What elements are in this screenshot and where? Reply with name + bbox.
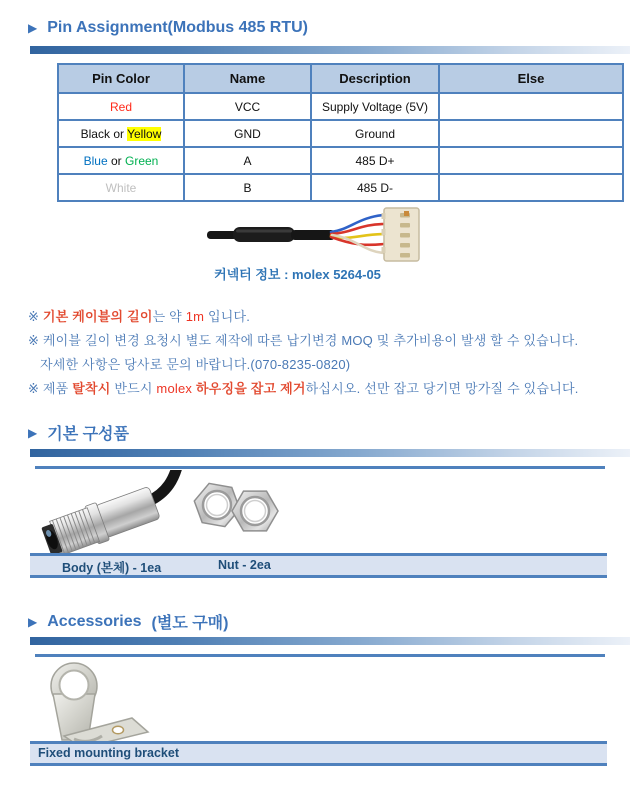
nuts-graphic bbox=[192, 476, 284, 540]
nuts-image bbox=[192, 476, 284, 545]
bracket-label: Fixed mounting bracket bbox=[38, 746, 179, 760]
hex-nut bbox=[232, 491, 278, 531]
description-cell: Supply Voltage (5V) bbox=[311, 93, 439, 120]
nut-label: Nut - 2ea bbox=[218, 558, 271, 572]
section-arrow-icon: ▶ bbox=[28, 21, 38, 35]
table-header-description: Description bbox=[311, 64, 439, 93]
description-cell: Ground bbox=[311, 120, 439, 147]
hex-nut bbox=[194, 483, 239, 526]
pin-assignment-table bbox=[57, 63, 624, 202]
table-header-pin-color: Pin Color bbox=[58, 64, 184, 93]
pin-color-cell: White bbox=[58, 174, 184, 201]
note-cable-change: ※ 케이블 길이 변경 요청시 별도 제작에 따른 납기변경 MOQ 및 추가비용이 발생 할 수 있습니다. bbox=[28, 333, 579, 348]
table-header-name: Name bbox=[184, 64, 311, 93]
table-row bbox=[58, 93, 623, 120]
section-title-pin-assignment: Pin Assignment(Modbus 485 RTU) bbox=[47, 19, 308, 36]
section-title-accessories-suffix: (별도 구매) bbox=[151, 615, 229, 632]
name-cell: VCC bbox=[184, 93, 311, 120]
mounting-bracket-graphic bbox=[38, 660, 158, 750]
content-box-top-line bbox=[35, 466, 605, 469]
table-row bbox=[58, 120, 623, 147]
note-contact: 자세한 사항은 당사로 문의 바랍니다.(070-8235-0820) bbox=[40, 357, 351, 372]
content-box-top-line bbox=[35, 654, 605, 657]
table-row bbox=[58, 147, 623, 174]
section-title-basic-components: 기본 구성품 bbox=[47, 426, 129, 443]
pin-color-cell: Black or Yellow bbox=[58, 120, 184, 147]
section-title-accessories: Accessories bbox=[47, 612, 142, 630]
section-header-basic-components bbox=[28, 421, 129, 444]
black-cable bbox=[207, 227, 335, 242]
else-cell bbox=[439, 174, 623, 201]
section-arrow-icon: ▶ bbox=[28, 425, 38, 440]
section-header-accessories bbox=[28, 610, 228, 633]
molex-connector-body bbox=[382, 208, 420, 261]
section-divider-bar bbox=[30, 46, 630, 54]
connector-wires bbox=[331, 215, 384, 253]
body-label: Body (본체) - 1ea bbox=[62, 561, 162, 575]
components-label-bar bbox=[30, 553, 607, 578]
cable-connector-graphic bbox=[203, 203, 438, 267]
table-header-else: Else bbox=[439, 64, 623, 93]
table-row bbox=[58, 174, 623, 201]
pin-color-cell: Blue or Green bbox=[58, 147, 184, 174]
name-cell: B bbox=[184, 174, 311, 201]
pin-color-cell: Red bbox=[58, 93, 184, 120]
note-cable-length: ※ 기본 케이블의 길이는 약 1m 입니다. bbox=[28, 309, 251, 324]
cable-connector-image bbox=[203, 203, 438, 272]
else-cell bbox=[439, 120, 623, 147]
connector-caption: 커넥터 정보 : molex 5264-05 bbox=[214, 267, 381, 282]
description-cell: 485 D+ bbox=[311, 147, 439, 174]
note-removal-warning: ※ 제품 탈착시 반드시 molex 하우징을 잡고 제거하십시오. 선만 잡고 당기면 망가질 수 있습니다. bbox=[28, 381, 579, 396]
sensor-body-graphic bbox=[40, 470, 200, 562]
name-cell: GND bbox=[184, 120, 311, 147]
section-divider-bar bbox=[30, 637, 630, 645]
accessories-label-bar bbox=[30, 741, 607, 766]
section-arrow-icon: ▶ bbox=[28, 614, 38, 629]
else-cell bbox=[439, 147, 623, 174]
description-cell: 485 D- bbox=[311, 174, 439, 201]
else-cell bbox=[439, 93, 623, 120]
section-divider-bar bbox=[30, 449, 630, 457]
table-header-row bbox=[58, 64, 623, 93]
name-cell: A bbox=[184, 147, 311, 174]
section-header-pin-assignment bbox=[28, 19, 308, 37]
